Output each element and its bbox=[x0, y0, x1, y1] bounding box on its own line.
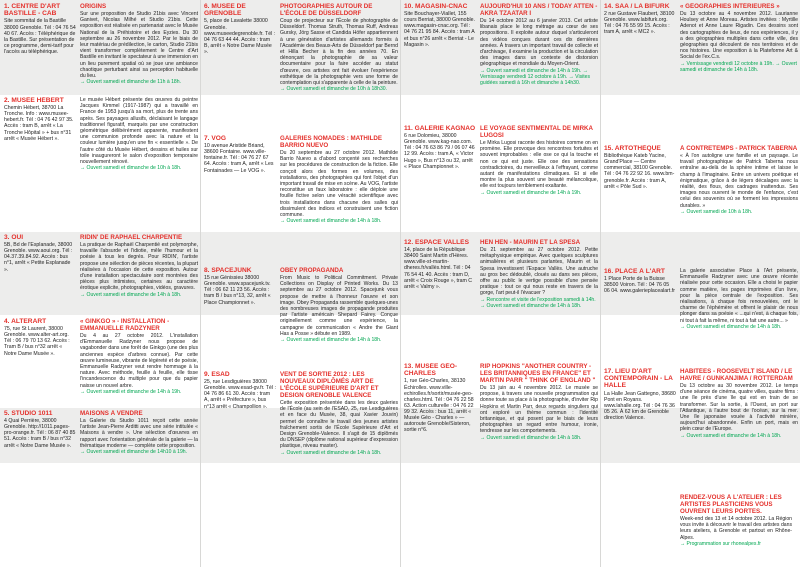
venue-block bbox=[604, 3, 798, 143]
venue-address: 25, rue Lesdiguières 38000 Grenoble. www.esad-gv.fr. Tél : 04 76 86 61 30. Accès : tram A, arrêt « Préfecture », bus n°13 arrêt « Champollion ». bbox=[204, 379, 276, 410]
opening-hours: → Ouvert samedi et dimanche de 14h à 18h. bbox=[280, 449, 382, 456]
venue-block bbox=[404, 3, 598, 111]
event-title: « GINKGO » - INSTALLATION - EMMANUELLE RADZYNER bbox=[80, 318, 170, 332]
opening-hours: → Ouvert samedi et dimanche de 14h à 18h. bbox=[480, 434, 582, 441]
opening-hours: → Rencontre et visite de l'exposition samedi à 14h. → Ouvert samedi et dimanche de 14h à 18h. bbox=[480, 296, 596, 309]
venue-block bbox=[4, 3, 198, 93]
event-text: « À l'on autoligne une famille et un paysage. Le travail photographique de Patrick Taberna nous entraîne au-delà de la sphère intime et laisse le champ à l'imaginaire. Entre un univers poétique et énigmatique, grâce à de légers décalages avec la réalité, des flous, des cadrages inattendus. Ses images nous ouvrent le monde de l'enfance, c'est celui des souvenirs où se forment les impressions durables. » bbox=[680, 153, 798, 209]
venue-block bbox=[604, 145, 798, 265]
venue-title: 11. GALERIE KAGNAO bbox=[404, 125, 476, 132]
venue-block bbox=[404, 239, 598, 359]
event-text: Du 21 septembre au 27 octobre 2012. Petite métaphysique empirique. Avec quelques sculptures animalières et plusieurs parlantes, Maurin et la Spesa investissent l'Espace Vallès. Une autruche au gros bec dédoublé, cloués au dans ses pièces, offre au public le vertige possible d'une pensée pratique : tout ce qui nous reste en travers de la gorge, l'art peut-il l'évacuer ? bbox=[480, 247, 598, 297]
event-text: La galerie associative Place à l'Art présente, Emmanuelle Radzyner avec une œuvre récente réalisée pour cette occasion. Elle a choisi le papier comme matière, les pages imprimées d'un livre, pour la pièce centrale de l'exposition. Ses réalisations, à chaque fois renouvelées, ont le charme de l'éphémère et offrent le plaisir de nous plonger dans sa poésie « ...qui n'est, à chaque fois, ni tout à fait la même, ni tout à fait une autre... » bbox=[680, 268, 798, 324]
venue-address: 14, place de la République 38400 Saint Martin d'Hères. www.ville-st-martin-dheres.fr/vallès.html. Tél : 04 76 54 41 40. Accès : tram D, arrêt « Croix Rouge », tram C arrêt « Valmy ». bbox=[404, 247, 473, 290]
opening-hours: → Ouvert samedi et dimanche de 14h à 18h. bbox=[680, 323, 782, 330]
venue-address: 6 rue Dolomieu, 38000 Grenoble. www.kag-nao.com. Tél : 04 76 63 86 79 / 06 07 46 12 99. Accès : tram A, « Victor Hugo », Bus n°13 ou 32, arrêt « Place Championnet ». bbox=[404, 133, 475, 170]
event-text: Sur une proposition de Studio 21bis avec Vincent Ganivet, Nicolas Milhé et Studio 21bis. Cette exposition est réalisée en partenariat avec le Musée National de la Préhistoire et des Eyzies. Du 30 septembre au 26 novembre 2012. Par le biais de leur matériau de prédilection, le carton, Studio 21bis vient transformer complètement le Centre d'Art Bastille en invitant le spectateur à une immersion en un lieu purement spatial où se joue une ambiance chaotique perturbant ainsi sa perception habituelle du lieu. bbox=[80, 11, 198, 80]
event-text: Coup de projecteur sur l'École de photographie de Düsseldorf. Thomas Struth, Thomas Ruff, Andreas Gursky, Jörg Sasse et Candida Höfer appartiennent à une génération d'artistes allemands formés à l'Académie des Beaux-Arts de Düsseldorf par Bernd et Hilla Becher à la fin des années 70. En dénonçant la photographie de sa valeur documentaire pour la faire accéder au statut d'œuvre, ces artistes ont fait évoluer l'expérience esthétique de la photographie vers une forme de contemplation qui s'apparente à celle de la peinture. bbox=[280, 18, 398, 87]
venue-block bbox=[204, 3, 398, 131]
column-divider bbox=[600, 0, 601, 567]
column-divider bbox=[400, 0, 401, 567]
venue-title: 9. ESAD bbox=[204, 371, 230, 378]
venue-title: 8. SPACEJUNK bbox=[204, 267, 252, 274]
rendez-vous-block bbox=[680, 494, 798, 562]
opening-hours: → Ouvert samedi et dimanche de 14h à 18h. bbox=[280, 218, 382, 225]
event-text: Du 13 octobre au 30 novembre 2012. Le temps d'une séance de cinéma, quatre villes, quatre films : une île près d'une île qui est en train de se transformer. Sur la sortie, à l'Ouest, un port sur l'Atlantique, à l'autre bout de l'océan, sur la mer. Une île japonaise vouée à l'activité minière, aujourd'hui abandonnée. Enfin un port, mais en plein cœur de l'Europe. bbox=[680, 383, 798, 433]
venue-block bbox=[404, 125, 598, 235]
event-text: Le musée Hébert présente des œuvres du peintre Jacques Kimmel (1917-1987) qui a travaillé en France de 1953 jusqu'à sa mort, plus de trente ans après. Ses paysages allusifs, déclaisant le langage traditionnel figuratif, marqués par une construction géométrique délibérément apparente, manifestent une communion profonde avec la nature et la couleur lumière jusqu'en une fin « essentielle ». De l'autre côté du Musée Hébert, dessins et huiles sur toile inaugureront le salon d'exposition temporaire nouvellement rénové. bbox=[80, 97, 198, 166]
event-title: MAISONS À VENDRE bbox=[80, 410, 143, 417]
venue-address: Chemin Hébert, 38700 La Tronche. Info : www.musee-hebert.fr. Tél : 04 76 42 97 35. Accès : tram B, arrêt « La Tronche Hôpital » + bus n°31 arrêt « Musée Hébert ». bbox=[4, 105, 74, 142]
venue-block bbox=[4, 97, 198, 230]
opening-hours: → Ouvert samedi de 10h à 18h. bbox=[680, 208, 753, 215]
venue-address: 75, rue St Laurent, 38000 Grenoble. www.alter-art.org. Tél : 06 79 70 13 62. Accès : Tram B / bus n°32 arrêt « Notre Dame Musée ». bbox=[4, 326, 70, 357]
column-divider bbox=[200, 0, 201, 567]
event-title: HEN HEN - MAURIN ET LA SPESA bbox=[480, 239, 581, 246]
venue-address: 1 Place Porte de la Buisse 38500 Voiron. Tél : 04 76 05 06 04. www.galerieplacealart.fr bbox=[604, 276, 675, 295]
opening-hours: → Ouvert samedi et dimanche de 11h à 18h. bbox=[80, 79, 181, 86]
venue-block bbox=[404, 363, 598, 563]
event-title: RENDEZ-VOUS À L'ATELIER : LES ARTISTES PLASTICIENS VOUS OUVRENT LEURS PORTES. bbox=[680, 494, 782, 515]
venue-title: 2. MUSÉE HÉBERT bbox=[4, 97, 64, 104]
opening-hours: → Ouvert samedi et dimanche de 14h à 19h. bbox=[80, 388, 182, 395]
venue-address: 4 Quai Perrière, 38000 Grenoble. http://1011.pages-pro-orange.fr. Tél : 06 87 40 85 51. Accès : tram B / bus n°32 arrêt « Notre Dame Musée ». bbox=[4, 418, 76, 449]
venue-block bbox=[4, 410, 198, 462]
venue-block bbox=[604, 368, 798, 456]
event-text: Du 4 au 27 octobre 2012. L'installation d'Emmanuelle Radzyner nous propose de vagabonder dans une forêt de Ginkgo (une des plus anciennes espèce d'arbres connue). Par cette œuvre lumineuse, vibrante de légèreté et de poésie, Emmanuelle Radzyner veut rendre hommage à la nature. Avec méthode, feuille à feuille, elle tisse l'incandescence du multiple pour que du papier naisse un nouvel arbre. bbox=[80, 333, 198, 389]
event-text: La Galerie du Studio 1011 reçoit cette année l'artiste Jean-Pierre Arditti avec une série intitulée « Maisons à vendre ». Une sélection d'œuvres en rapport avec l'orientation générale de la galerie — la thématique moderne — complète cette proposition. bbox=[80, 418, 198, 449]
venue-title: 15. ARTOTHÈQUE bbox=[604, 145, 661, 152]
venue-address: 5, place de Lavalette 38000 Grenoble. www.museedegrenoble.fr. Tél : 04 76 63 44 44. Accès : tram B, arrêt « Notre Dame Musée ». bbox=[204, 18, 276, 55]
venue-title: 16. PLACE À L'ART bbox=[604, 268, 665, 275]
opening-hours: → Ouvert samedi et dimanche de 14h à 18h. bbox=[680, 432, 782, 439]
event-title: RIP HOPKINS "ANOTHER COUNTRY - LES BRITANNIQUES EN FRANCE" ET MARTIN PARR " THINK OF ENGLAND " bbox=[480, 363, 596, 384]
venue-address: 2 rue Gustave Flaubert, 38100 Grenoble. www.labifurk.org. Tél : 04 76 55 99 15. Accès : tram A, arrêt « MC2 ». bbox=[604, 11, 675, 36]
event-title: VENT DE SORTIE 2012 : LES NOUVEAUX DIPLÔMÉS ART DE L'ÉCOLE SUPÉRIEURE D'ART ET DESIGN GRENOBLE VALENCE bbox=[280, 371, 379, 399]
event-title: À CONTRETEMPS - PATRICK TABERNA bbox=[680, 145, 798, 152]
event-title: GALERIES NOMADES : MATHILDE BARRIO NUEVO bbox=[280, 135, 382, 149]
event-title: PHOTOGRAPHIES AUTOUR DE L'ÉCOLE DE DÜSSELDORF bbox=[280, 3, 373, 17]
event-title: LE VOYAGE SENTIMENTAL DE MIRKA LUGOSI bbox=[480, 125, 593, 139]
venue-address: 15 rue Génissieu 38000 Grenoble. www.spacejunk.tv. Tél : 06 62 11 23 56. Accès : tram B / bus n°13, 32, arrêt « Place Championnet ». bbox=[204, 275, 271, 306]
opening-hours: → Ouvert samedi et dimanche de 14h à 19h. → Vernissage vendredi 12 octobre à 19h. → Visites guidées samedi à 16h et dimanche à 14h30. bbox=[480, 67, 591, 87]
venue-title: 7. VOG bbox=[204, 135, 226, 142]
event-title: ORIGINS bbox=[80, 3, 107, 10]
venue-block bbox=[204, 267, 398, 367]
event-title: RIDIN' DE RAPHAËL CHARPENTIÉ bbox=[80, 234, 183, 241]
venue-title: 10. MAGASIN-CNAC bbox=[404, 3, 468, 10]
opening-hours: → Ouvert samedi et dimanche de 14h à 18h. bbox=[280, 337, 382, 344]
opening-hours[interactable]: → Programmation sur rhonealpes.fr bbox=[680, 540, 761, 547]
venue-title: 17. LIEU D'ART CONTEMPORAIN - LA HALLE bbox=[604, 368, 673, 390]
opening-hours: → Ouvert samedi et dimanche de 10h à 18h. bbox=[80, 165, 182, 172]
venue-address: Site Bouchayer-Viallet, 155 cours Berriat, 38000 Grenoble. www.magasin-cnac.org. Tél : 04 76 21 95 84. Accès : tram A et bus n°26 arrêt « Berriat - Le Magasin ». bbox=[404, 11, 475, 48]
venue-title: 1. CENTRE D'ART BASTILLE - CAB bbox=[4, 3, 61, 18]
venue-block bbox=[4, 318, 198, 406]
venue-title: 12. ESPACE VALLÈS bbox=[404, 239, 469, 246]
venue-address: La Halle Jean Gattegno, 38680 Pont en Royans. www.lahalle.org. Tél : 04 76 36 05 26. À 62 km de Grenoble direction Valence. bbox=[604, 390, 676, 421]
venue-title: 4. ALTERART bbox=[4, 318, 47, 325]
event-text: La pratique de Raphaël Charpentié est polymorphe, travaille l'absurde et l'idiotie, mêle l'humour et la poésie à tous les degrés. Pour RIDIN', l'artiste propose une sélection de pièces récentes, la plupart réalisées à l'occasion de cette exposition. Autour d'une installation spectaculaire sont montrées des pièces plus intimistes, certaines au caractère érotique explicite, photographies, vidéos, gravures. bbox=[80, 242, 198, 292]
event-title: « GÉOGRAPHIES INTÉRIEURES » bbox=[680, 3, 780, 10]
venue-address: 5B, Bd de l'Esplanade, 38000 Grenoble. www.aoui.org. Tél : 04.37.39.84.92. Accès : bus n°1, arrêt « Petite Esplanade ». bbox=[4, 242, 73, 273]
event-text: From Music to Political Commitment. Private Collections on Display of Printed Works. Du 13 septembre au 27 octobre 2012. Spacejunk vous propose de mettre à l'honneur l'œuvre et son image. Obey Propaganda rassemble quelques-unes des nombreuses images de propagande produites par l'artiste américain Shepard Fairey. Conçue originellement comme une expérience, la campagne de communication « Andre the Giant Has a Posse » débute en 1989. bbox=[280, 275, 398, 337]
opening-hours: → Vernissage vendredi 12 octobre à 19h. → Ouvert samedi et dimanche de 14h à 18h. bbox=[680, 60, 797, 73]
event-title: AUJOURD'HUI 10 ANS / TODAY ATTEN - AKRA TZAATAR I bbox=[480, 3, 598, 17]
event-text: Cette exposition présentée dans les deux galeries de l'École (au sein de l'ESAD, 25, rue Lesdiguières et en face du Musée, 38, quai Xavier Jouvin) permet de connaître le travail des jeunes artistes fraîchement sortis de l'École Supérieure d'Art et Design Grenoble-Valence. Il s'agit de 15 diplômés du DNSEP (diplôme national supérieur d'expression plastique, niveau master). bbox=[280, 400, 398, 450]
venue-address: 1, rue Géo-Charles, 38130 Échirolles. www.ville-echirolles.fr/sortir/musée-geo-charles.html. Tél : 04 76 22 58 63. Action culturelle : 04 76 22 99 32. Accès : bus 11, arrêt « Musée Géo - Charles » — autoroute Grenoble/Sisteron, sortie n°6. bbox=[404, 378, 474, 434]
event-text: Le Mirka Lugosi raconte des histoires comme on en promène. Elle provoque des rencontres fortuites et souvent improbables : elle ose ce qui la touche et non ce qui est juste. Elle ose des sensations contradictoires, du merveilleux à l'effrayant, comme autant de manifestations climatiques. Et si elle montre la plus souvent une beauté mélancolique, elle est toujours terriblement exaltante. bbox=[480, 140, 598, 190]
venue-block bbox=[204, 371, 398, 563]
venue-address: Bibliothèque Kateb Yacine, Grand'Place — Centre commercial, 38100 Grenoble. Tél : 04 76 22 92 16. www.bm-grenoble.fr. Accès : tram A, arrêt « Pôle Sud ». bbox=[604, 153, 675, 190]
venue-block bbox=[4, 234, 198, 314]
opening-hours: → Ouvert samedi et dimanche de 14h10 à 19h. bbox=[80, 449, 188, 456]
venue-address: Site sommital de la Bastille 38000 Grenoble. Tél : 04 76 54 40 67. Accès : Téléphérique de la Bastille. Sur présentation de ce programme, demi-tarif pour l'accès au téléphérique. bbox=[4, 18, 76, 55]
event-text: Du 13 octobre au 4 novembre 2012. Laurianne Houlsey et Anne Moreau. Artistes invitées : Myrtille Adenot et Anne Laure Rigadin. Ces dessins sont des cartographies de lieux, de nos expériences, il y a des géographies multiples dans cette ville, des géographies qui découlent de nos territoires et de nos histoires. Une exposition à la Plateforme Art & Social de l'ex.C.s. bbox=[680, 11, 798, 61]
venue-title: 14. SAA / LA BIFURK bbox=[604, 3, 670, 10]
venue-title: 13. MUSÉE GÉO-CHARLES bbox=[404, 363, 458, 378]
venue-title: 3. OUI bbox=[4, 234, 24, 241]
opening-hours: → Ouvert samedi et dimanche de 10h à 18h30. bbox=[280, 86, 388, 93]
event-title: HABITÉES - ROOSEVELT ISLAND / LE HAVRE / GUNKANJIMA / ROTTERDAM bbox=[680, 368, 793, 382]
venue-block bbox=[204, 135, 398, 263]
event-text: Du 14 octobre 2012 au 6 janvier 2013. Cet artiste libanais place le long métrage au cœur de ses propositions. Il exploite autour duquel s'articuleront des vidéos conçues durant ces dix dernières années. À travers un important travail de collecte et d'archivage, il examine la production et la circulation des images dans un contexte de distorsion géographique et mondiale du Moyen-Orient. bbox=[480, 18, 598, 68]
venue-address: 10 avenue Aristide Briand, 38600 Fontaine. www.ville-fontaine.fr. Tél : 04 76 27 67 64. Accès : tram A, arrêt « Les Fontainades — Le VOG ». bbox=[204, 143, 274, 174]
opening-hours: → Ouvert samedi et dimanche de 14h à 18h. bbox=[80, 291, 182, 298]
venue-block bbox=[604, 268, 798, 364]
opening-hours: → Ouvert samedi et dimanche de 14h à 19h. bbox=[480, 189, 582, 196]
venue-title: 6. MUSÉE DE GRENOBLE bbox=[204, 3, 246, 18]
event-text: Du 13 juin au 4 novembre 2012. Le musée se propose, à travers une nouvelle programmation qui donne toute sa place à la photographie, d'inviter Rip Hopkins et Martin Parr, deux regards singuliers qui ont exploré un thème commun : l'identité britannique, et qui posent par le biais de leurs photographies un regard entre humour, ironie, tendresse sur les comportements. bbox=[480, 385, 598, 435]
event-title: OBEY PROPAGANDA bbox=[280, 267, 344, 274]
event-text: Du 20 septembre au 27 octobre 2012. Mathilde Barrio Nuevo a d'abord conçenté ses recherches sur les procédures de construction de la fiction. Elle conçoit alors des formes en volumes, des installations, des photographies qui font l'objet d'un important travail de mise en scène. Au VOG, l'artiste reconstitue un faux laboratoire : elle déploie une fouille fictive selon une véracité scientifique avec trois installations dans chacune des salles qui dissimulent des indices et construisent une fiction commune. bbox=[280, 150, 398, 219]
venue-title: 5. STUDIO 1011 bbox=[4, 410, 53, 417]
event-text: Week-end des 13 et 14 octobre 2012. La Région vous invite à découvrir le travail des artistes dans leurs ateliers, à Grenoble et partout en Rhône-Alpes. bbox=[680, 516, 792, 541]
